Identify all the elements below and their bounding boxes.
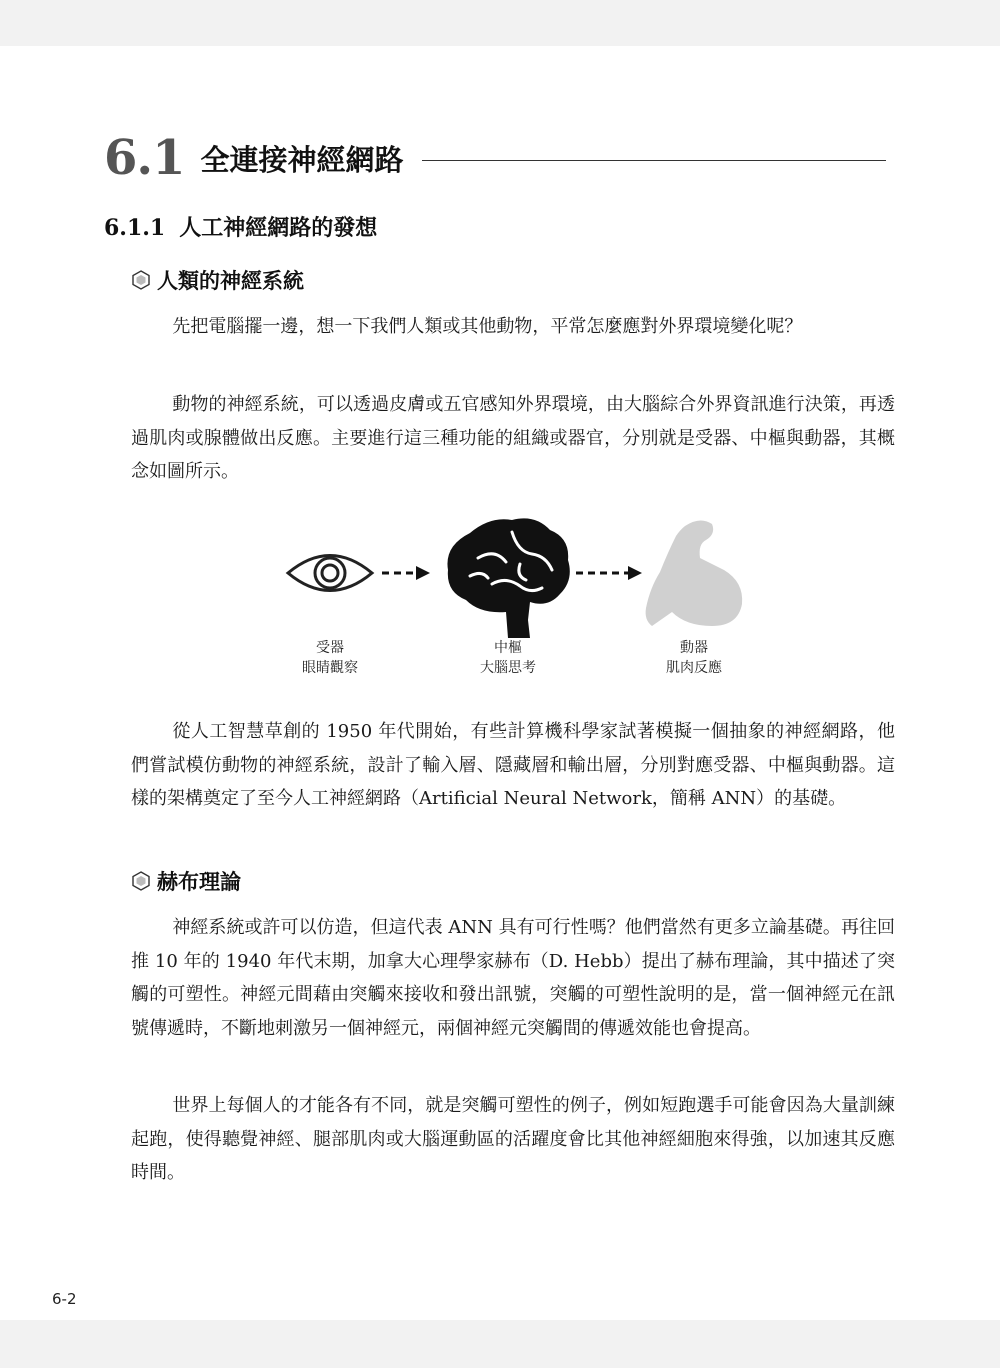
receptor-desc: 眼睛觀察 (302, 660, 358, 676)
topic-heading-nervous-system (131, 265, 304, 295)
hexagon-bullet-icon (131, 270, 151, 290)
center-label (448, 638, 568, 678)
topic-heading-hebb-theory (131, 866, 241, 896)
center-name: 中樞 (494, 640, 522, 656)
hexagon-bullet-icon (131, 871, 151, 891)
subsection-number: 6.1.1 (104, 215, 166, 241)
chapter-title: 全連接神經網路 (200, 142, 404, 177)
center-desc: 大腦思考 (480, 660, 536, 676)
paragraph: 從人工智慧草創的 1950 年代開始，有些計算機科學家試著模擬一個抽象的神經網路，他們嘗試模仿動物的神經系統，設計了輸入層、隱藏層和輸出層，分別對應受器、中樞與動器。這樣的架構奠定了至今人工神經網路（Artificial Neural Network，簡稱 ANN）的基礎。 (131, 721, 895, 809)
effector-name: 動器 (680, 640, 708, 656)
topic-title: 人類的神經系統 (157, 269, 304, 293)
paragraph: 神經系統或許可以仿造，但這代表 ANN 具有可行性嗎？他們當然有更多立論基礎。再往回推 10 年的 1940 年代末期，加拿大心理學家赫布（D. Hebb）提出了赫布理論，其中描述了突觸的可塑性。神經元間藉由突觸來接收和發出訊號，突觸的可塑性說明的是，當一個神經元在訊號傳遞時，不斷地刺激另一個神經元，兩個神經元突觸間的傳遞效能也會提高。 (131, 917, 895, 1039)
eye-icon (288, 556, 372, 591)
book-page (0, 46, 1000, 1320)
nervous-system-diagram (0, 508, 1000, 688)
effector-label (634, 638, 754, 678)
topic-title: 赫布理論 (157, 870, 241, 894)
brain-icon (447, 518, 569, 638)
chapter-heading (104, 128, 886, 188)
arm-muscle-icon (646, 520, 743, 626)
subsection-title: 人工神經網路的發想 (179, 216, 378, 241)
paragraph: 先把電腦擺一邊，想一下我們人類或其他動物，平常怎麼應對外界環境變化呢？ (172, 316, 803, 337)
chapter-number: 6.1 (104, 130, 185, 186)
effector-desc: 肌肉反應 (666, 660, 722, 676)
paragraph: 世界上每個人的才能各有不同，就是突觸可塑性的例子，例如短跑選手可能會因為大量訓練起跑，使得聽覺神經、腿部肌肉或大腦運動區的活躍度會比其他神經細胞來得強，以加速其反應時間。 (131, 1095, 895, 1183)
subsection-heading (104, 211, 377, 242)
chapter-rule (422, 160, 886, 161)
receptor-name: 受器 (316, 640, 344, 656)
paragraph: 動物的神經系統，可以透過皮膚或五官感知外界環境，由大腦綜合外界資訊進行決策，再透過肌肉或腺體做出反應。主要進行這三種功能的組織或器官，分別就是受器、中樞與動器，其概念如圖所示。 (131, 394, 895, 482)
dashed-arrow-icon (382, 566, 430, 580)
page-number: 6-2 (52, 1290, 77, 1308)
receptor-label (270, 638, 390, 678)
dashed-arrow-icon (576, 566, 642, 580)
